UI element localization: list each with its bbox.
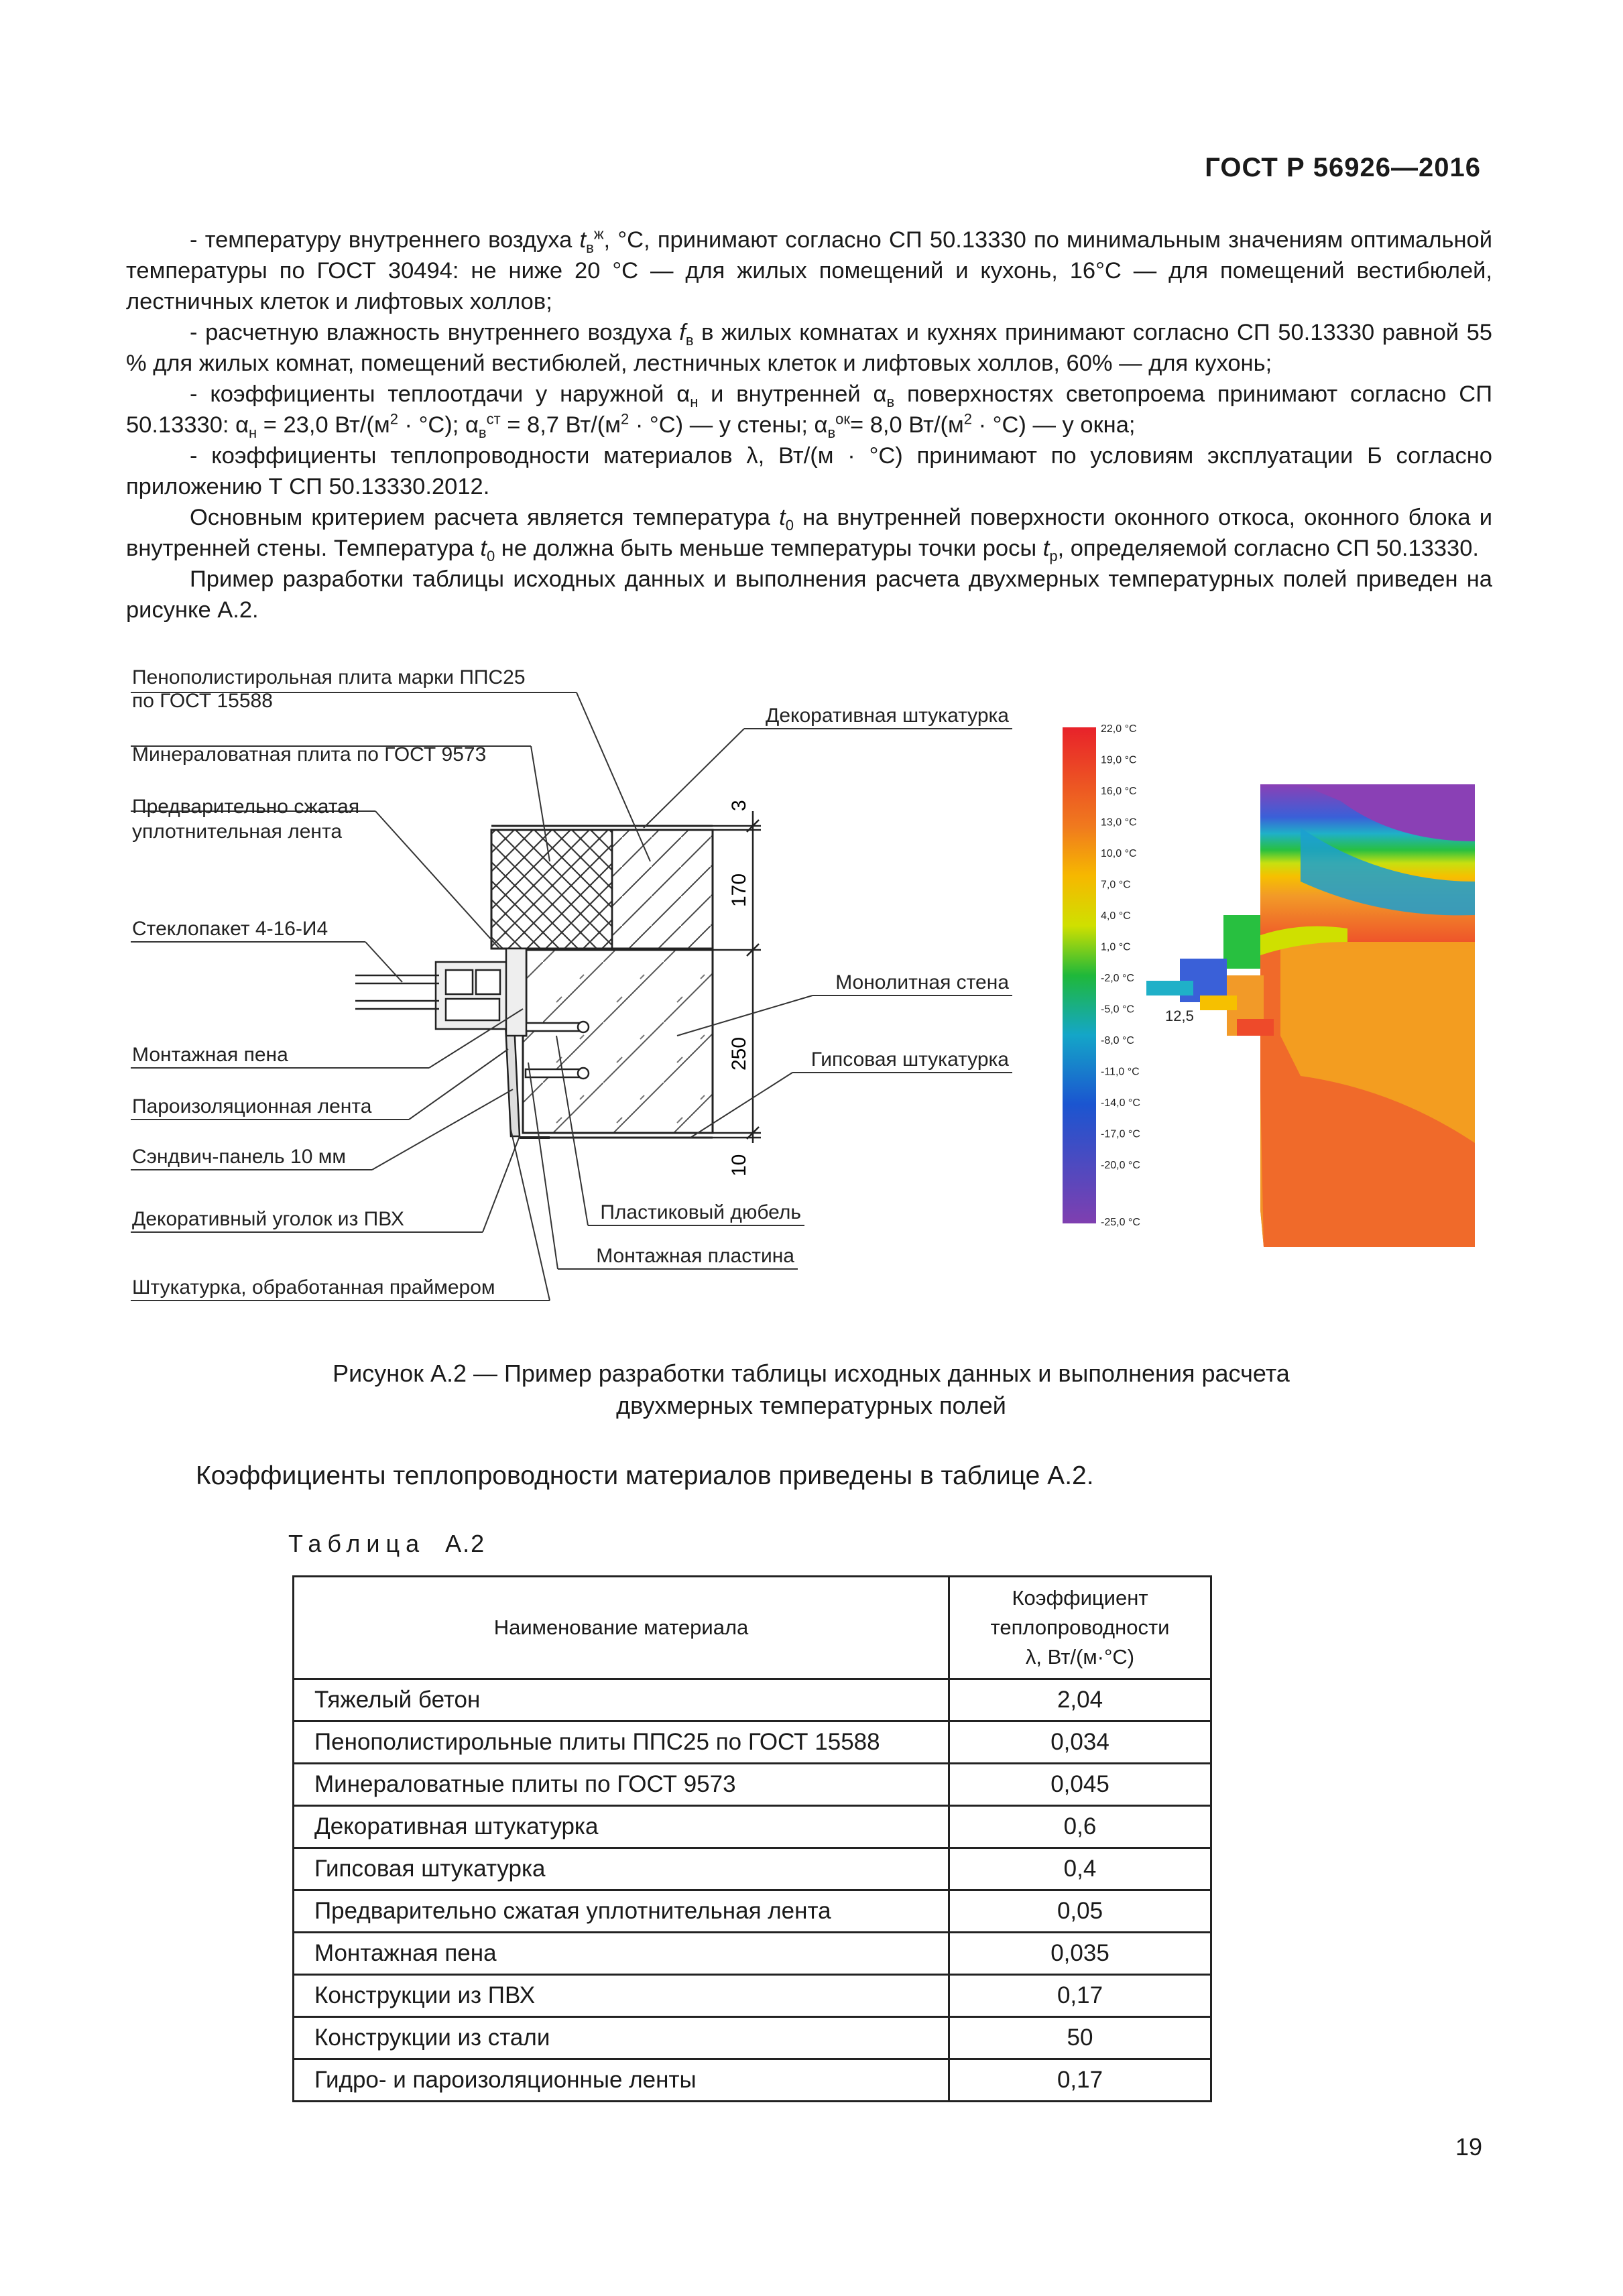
- material-coefficient: 0,05: [949, 1890, 1211, 1933]
- scale-label: -5,0 °C: [1101, 1004, 1134, 1016]
- document-code: ГОСТ Р 56926—2016: [1205, 153, 1481, 182]
- paragraph: Пример разработки таблицы исходных данных и выполнения расчета двухмерных температурных полей приведен на рисунке А.2.: [126, 566, 1492, 623]
- paragraph: - коэффициенты теплоотдачи у наружной $\alpha_н$ и внутренней $\alpha_в$ поверхностях светопроема принимают согласно СП 50.13330: $\alpha_н = 23,0$ $Вт/(м^2 \cdot ^\circ С)$; $\alpha_в^{ст} = 8,7$ $Вт/(м^2 \cdot ^\circ С)$ — у стены; $\alpha_в^{ок}= 8,0$ $Вт/(м^2 \cdot ^\circ С)$ — у окна;: [126, 381, 1493, 441]
- material-coefficient: 0,6: [949, 1806, 1211, 1848]
- material-name: Монтажная пена: [294, 1933, 949, 1975]
- table-row: [294, 1764, 1211, 1806]
- table-label: [288, 1530, 485, 1558]
- material-name: Предварительно сжатая уплотнительная лента: [294, 1890, 949, 1933]
- table-row: [294, 1933, 1211, 1975]
- label-foam: Монтажная пена: [132, 1044, 288, 1066]
- material-coefficient: 50: [949, 2017, 1211, 2059]
- material-coefficient: 0,045: [949, 1764, 1211, 1806]
- material-coefficient: 0,4: [949, 1848, 1211, 1890]
- material-name: Гидро- и пароизоляционные ленты: [294, 2059, 949, 2102]
- header-coefficient-line: Коэффициент: [1012, 1586, 1148, 1610]
- paragraph: - температуру внутреннего воздуха $t_в^ж$, °С, принимают согласно СП 50.13330 по минимальным значениям оптимальной температуры по ГОСТ 30494: не ниже 20 °С — для жилых помещений и кухонь, 16°С — для помещений вестибюлей, лестничных клеток и лифтовых холлов;: [126, 225, 1492, 314]
- table-row: [294, 2059, 1211, 2102]
- label-deco-plaster: Декоративная штукатурка: [766, 705, 1009, 727]
- figure-a2: [121, 660, 1502, 1317]
- table-header-row: [294, 1577, 1211, 1679]
- label-vapor: Пароизоляционная лента: [132, 1095, 372, 1117]
- material-coefficient: 0,17: [949, 2059, 1211, 2102]
- table-label-number: А.2: [445, 1530, 486, 1557]
- scale-label: -11,0 °C: [1101, 1066, 1140, 1078]
- figure-caption: [201, 1357, 1421, 1422]
- material-name: Конструкции из стали: [294, 2017, 949, 2059]
- scale-label: 7,0 °C: [1101, 879, 1131, 891]
- body-text: [126, 225, 1492, 625]
- table-label-word: Таблица: [288, 1530, 426, 1557]
- scale-label: -25,0 °C: [1101, 1217, 1140, 1228]
- label-sandwich: Сэндвич-панель 10 мм: [132, 1146, 346, 1168]
- table-row: [294, 2017, 1211, 2059]
- table-row: [294, 1806, 1211, 1848]
- material-name: Тяжелый бетон: [294, 1679, 949, 1721]
- dim-10: 10: [728, 1154, 750, 1176]
- scale-label: -17,0 °C: [1101, 1128, 1140, 1140]
- label-tape-1: Предварительно сжатая: [132, 796, 360, 818]
- material-name: Пенополистирольные плиты ППС25 по ГОСТ 15588: [294, 1721, 949, 1764]
- table-row: [294, 1679, 1211, 1721]
- label-pps-gost: по ГОСТ 15588: [132, 690, 273, 712]
- paragraph: - расчетную влажность внутреннего воздуха $f_в$ в жилых комнатах и кухнях принимают согласно СП 50.13330 равной 55 % для жилых комнат, помещений вестибюлей, лестничных клеток и лифтовых холлов, 60% — для кухонь;: [126, 320, 1492, 376]
- header-coefficient-line: λ, Вт/(м·°С): [1025, 1645, 1135, 1669]
- label-corner: Декоративный уголок из ПВХ: [132, 1208, 404, 1230]
- scale-label: -20,0 °C: [1101, 1160, 1140, 1171]
- paragraph: - коэффициенты теплопроводности материалов λ, Вт/(м · °С) принимают по условиям эксплуатации Б согласно приложению Т СП 50.13330.2012.: [126, 443, 1492, 499]
- caption-line-2: двухмерных температурных полей: [616, 1392, 1006, 1419]
- scale-label: 10,0 °C: [1101, 848, 1137, 859]
- label-gypsum: Гипсовая штукатурка: [810, 1048, 1009, 1071]
- material-coefficient: 0,034: [949, 1721, 1211, 1764]
- caption-line-1: Рисунок А.2 — Пример разработки таблицы исходных данных и выполнения расчета: [333, 1360, 1290, 1387]
- paragraph: Основным критерием расчета является температура $t_0$ на внутренней поверхности оконного откоса, оконного блока и внутренней стены. Температура $t_0$ не должна быть меньше температуры точки росы $t_р$, определяемой согласно СП 50.13330.: [126, 505, 1493, 564]
- label-plate: Монтажная пластина: [596, 1245, 794, 1267]
- dim-170: 170: [728, 873, 750, 907]
- table-intro: Коэффициенты теплопроводности материалов приведены в таблице А.2.: [196, 1461, 1094, 1490]
- page-number: 19: [1455, 2133, 1482, 2161]
- material-coefficient: 0,035: [949, 1933, 1211, 1975]
- label-glass: Стеклопакет 4-16-И4: [132, 918, 328, 940]
- material-name: Гипсовая штукатурка: [294, 1848, 949, 1890]
- label-mineral: Минераловатная плита по ГОСТ 9573: [132, 743, 487, 766]
- dim-250: 250: [728, 1036, 750, 1071]
- scale-label: 4,0 °C: [1101, 910, 1131, 922]
- material-name: Конструкции из ПВХ: [294, 1975, 949, 2017]
- temperature-scale-labels: [1101, 723, 1140, 1228]
- materials-table: [292, 1575, 1212, 2102]
- label-monolith: Монолитная стена: [835, 971, 1009, 993]
- table-row: [294, 1890, 1211, 1933]
- thermo-value: 12,5: [1165, 1008, 1194, 1024]
- scale-label: 13,0 °C: [1101, 817, 1137, 829]
- scale-label: 1,0 °C: [1101, 941, 1131, 953]
- header-material: Наименование материала: [294, 1577, 949, 1679]
- label-tape-2: уплотнительная лента: [132, 821, 343, 843]
- dim-3: 3: [728, 800, 750, 811]
- scale-label: -14,0 °C: [1101, 1097, 1140, 1109]
- thermal-field: [1146, 784, 1475, 1247]
- label-dowel: Пластиковый дюбель: [600, 1201, 801, 1223]
- material-name: Декоративная штукатурка: [294, 1806, 949, 1848]
- scale-label: 22,0 °C: [1101, 723, 1137, 735]
- label-pps: Пенополистирольная плита марки ППС25: [132, 666, 526, 688]
- header-coefficient-line: теплопроводности: [990, 1616, 1170, 1639]
- scale-label: -2,0 °C: [1101, 973, 1134, 984]
- temperature-scale-bar: [1063, 727, 1096, 1223]
- label-primer: Штукатурка, обработанная праймером: [132, 1276, 495, 1298]
- scale-label: 19,0 °C: [1101, 754, 1137, 766]
- scale-label: 16,0 °C: [1101, 786, 1137, 797]
- scale-label: -8,0 °C: [1101, 1035, 1134, 1046]
- material-coefficient: 0,17: [949, 1975, 1211, 2017]
- table-row: [294, 1721, 1211, 1764]
- table-row: [294, 1848, 1211, 1890]
- material-coefficient: 2,04: [949, 1679, 1211, 1721]
- table-row: [294, 1975, 1211, 2017]
- header-coefficient: [949, 1577, 1211, 1679]
- material-name: Минераловатные плиты по ГОСТ 9573: [294, 1764, 949, 1806]
